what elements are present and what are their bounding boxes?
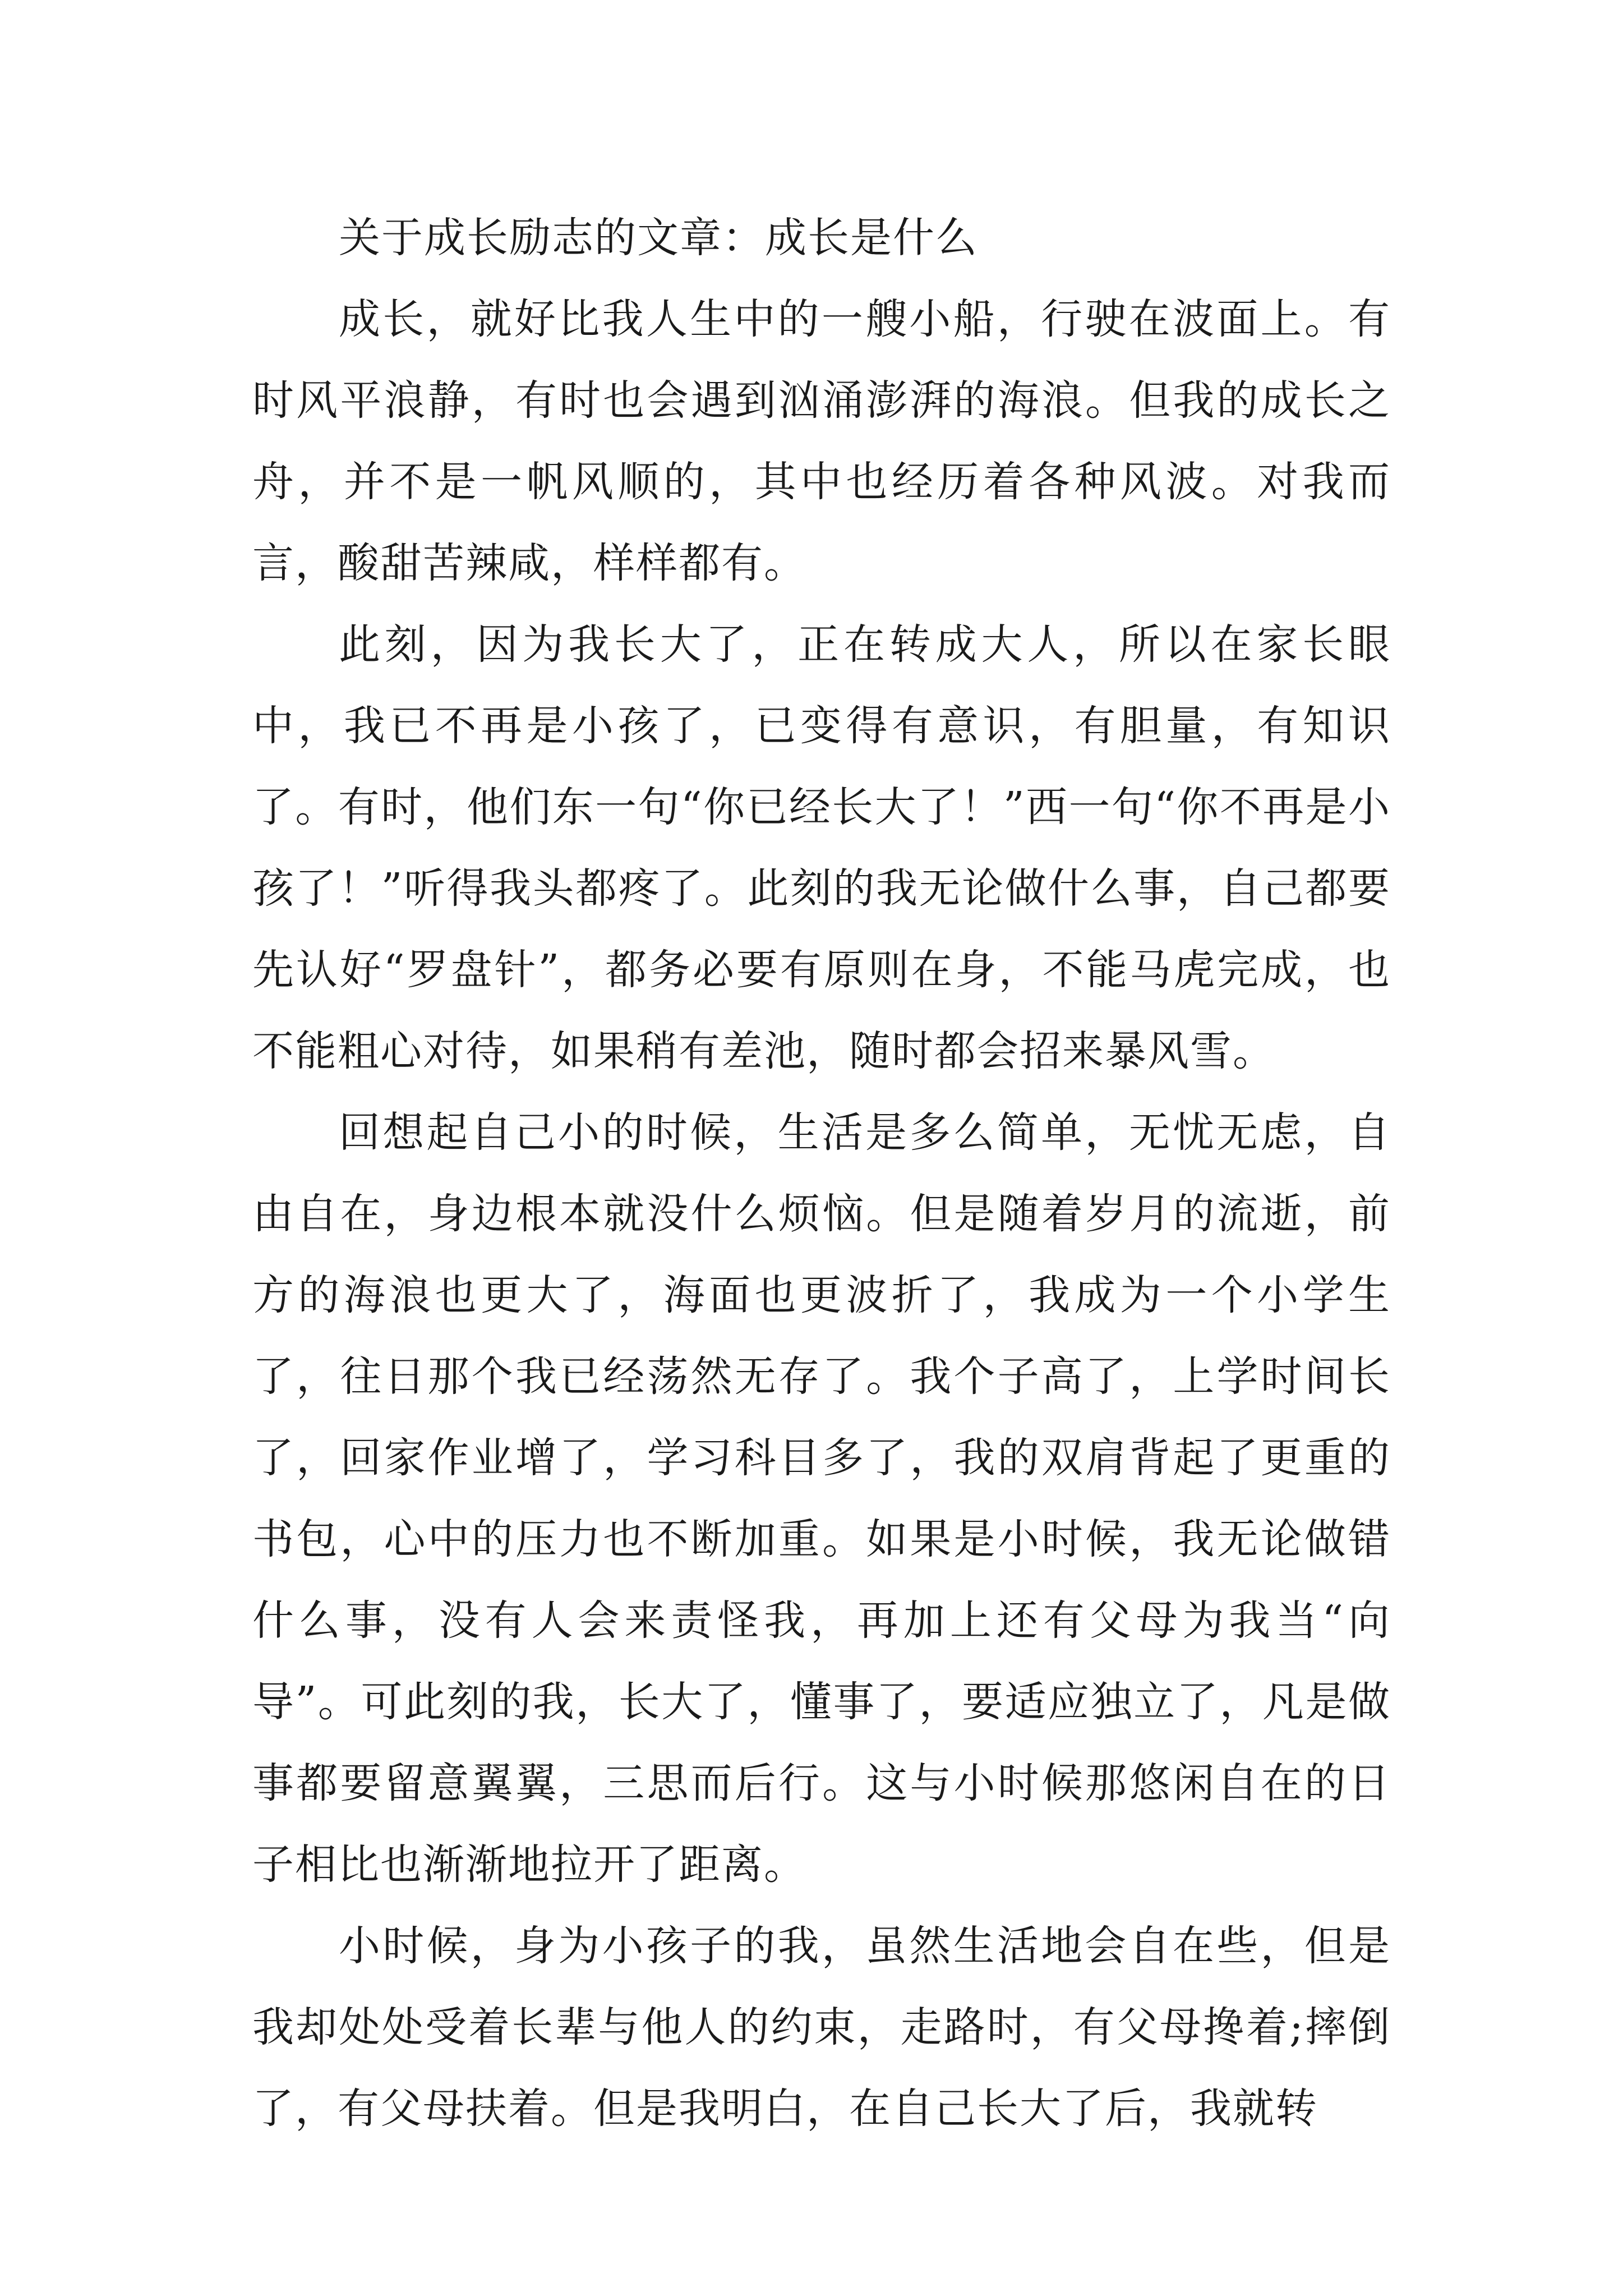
document-body bbox=[252, 197, 1391, 2150]
paragraph-2: 此刻，因为我长大了，正在转成大人，所以在家长眼中，我已不再是小孩了，已变得有意识，有胆量，有知识了。有时，他们东一句“你已经长大了！”西一句“你不再是小孩了！”听得我头都疼了。此刻的我无论做什么事，自己都要先认好“罗盘针”，都务必要有原则在身，不能马虎完成，也不能粗心对待，如果稍有差池，随时都会招来暴风雪。 bbox=[252, 620, 1391, 1075]
paragraph-1: 成长，就好比我人生中的一艘小船，行驶在波面上。有时风平浪静，有时也会遇到汹涌澎湃的海浪。但我的成长之舟，并不是一帆风顺的，其中也经历着各种风波。对我而言，酸甜苦辣咸，样样都有。 bbox=[252, 295, 1391, 587]
paragraph-4: 小时候，身为小孩子的我，虽然生活地会自在些，但是我却处处受着长辈与他人的约束，走路时，有父母搀着;摔倒了，有父母扶着。但是我明白，在自己长大了后，我就转 bbox=[252, 1922, 1391, 2133]
document-title: 关于成长励志的文章：成长是什么 bbox=[339, 214, 978, 262]
paragraph-3: 回想起自己小的时候，生活是多么简单，无忧无虑，自由自在，身边根本就没什么烦恼。但是随着岁月的流逝，前方的海浪也更大了，海面也更波折了，我成为一个小学生了，往日那个我已经荡然无存了。我个子高了，上学时间长了，回家作业增了，学习科目多了，我的双肩背起了更重的书包，心中的压力也不断加重。如果是小时候，我无论做错什么事，没有人会来责怪我，再加上还有父母为我当“向导”。可此刻的我，长大了，懂事了，要适应独立了，凡是做事都要留意翼翼，三思而后行。这与小时候那悠闲自在的日子相比也渐渐地拉开了距离。 bbox=[252, 1108, 1391, 1889]
